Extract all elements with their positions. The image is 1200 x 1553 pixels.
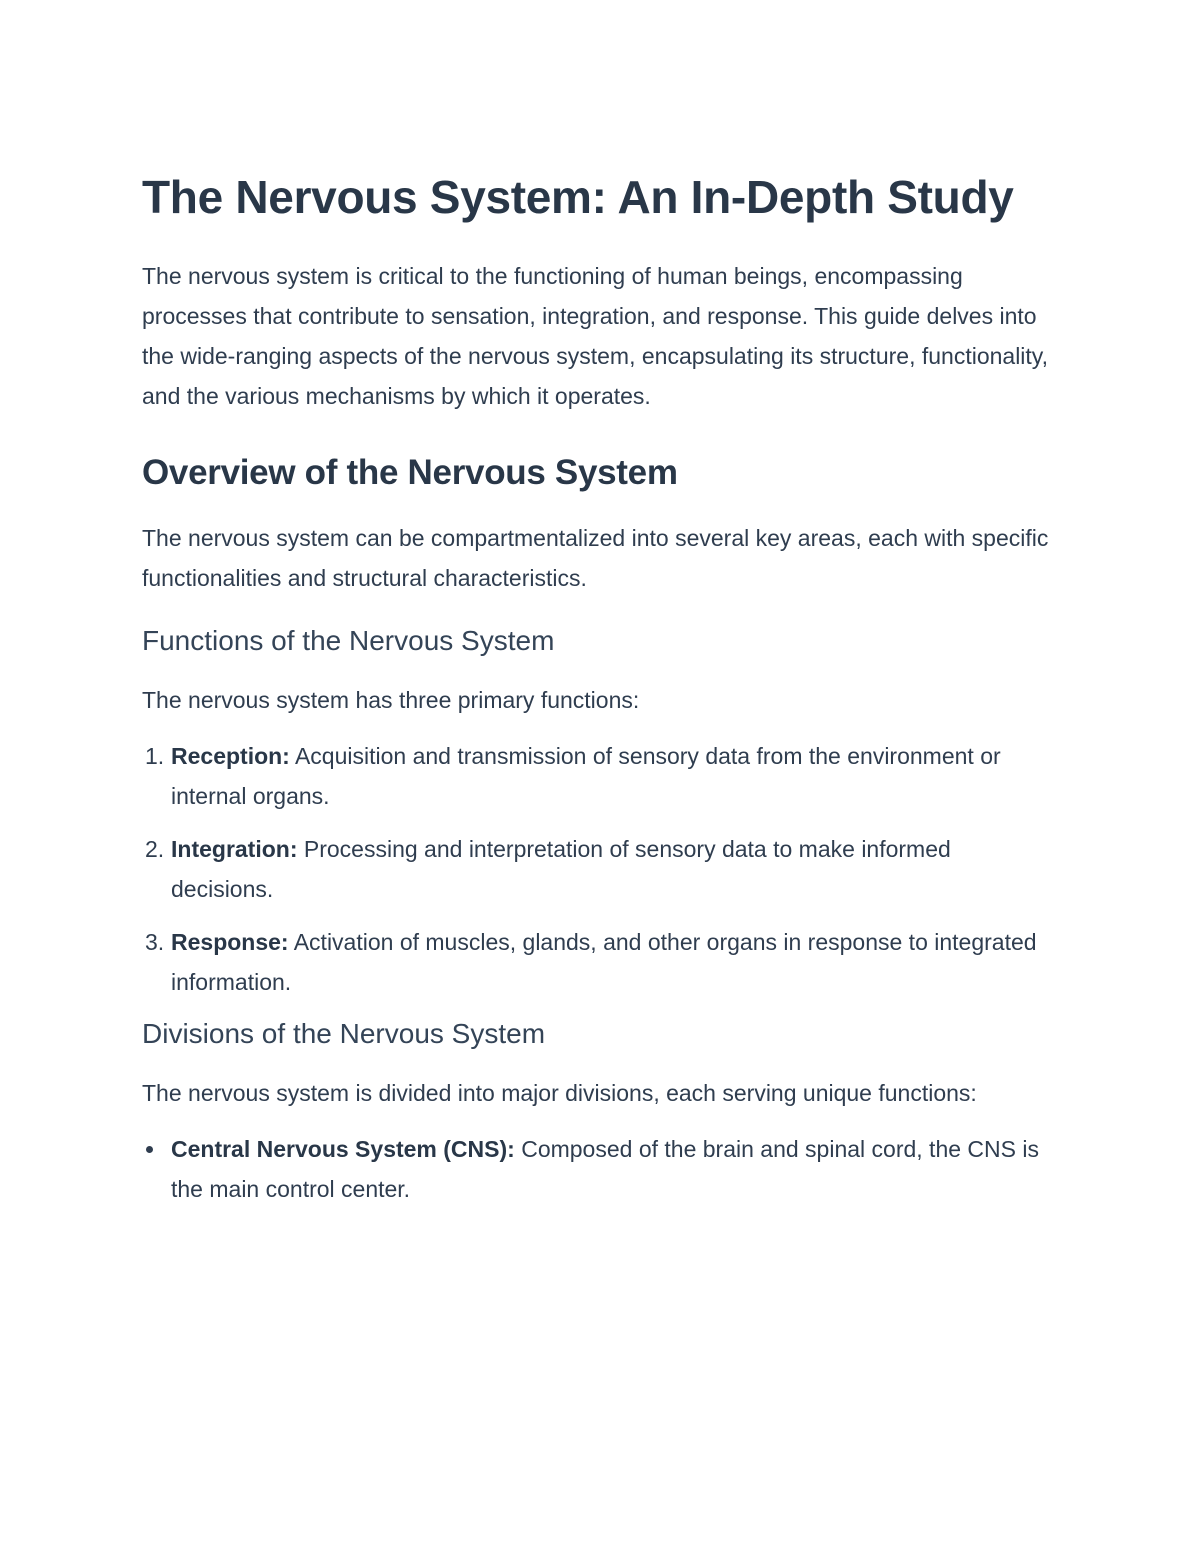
list-item: [142, 922, 1052, 1002]
list-number: 3.: [145, 929, 165, 955]
intro-paragraph: The nervous system is critical to the functioning of human beings, encompassing processes that contribute to sensation, integration, and response. This guide delves into the wide-ranging aspects of the nervous system, encapsulating its structure, functionality, and the various mechanisms by which it operates.: [142, 263, 1048, 409]
list-item-term: Reception:: [171, 743, 290, 769]
list-item-term: Central Nervous System (CNS):: [171, 1136, 515, 1162]
list-item: [142, 829, 1052, 909]
list-item-text: Processing and interpretation of sensory data to make informed decisions.: [171, 836, 951, 902]
list-number: 1.: [145, 743, 165, 769]
divisions-list: [142, 1129, 1052, 1209]
bullet-icon: [146, 1146, 153, 1153]
divisions-heading: Divisions of the Nervous System: [142, 1018, 546, 1049]
functions-paragraph: The nervous system has three primary functions:: [142, 687, 640, 713]
list-item-text: Composed of the brain and spinal cord, the CNS is the main control center.: [171, 1136, 1039, 1202]
functions-heading: Functions of the Nervous System: [142, 625, 555, 656]
overview-heading: Overview of the Nervous System: [142, 453, 678, 492]
list-item: [142, 1129, 1052, 1209]
list-item-text: Activation of muscles, glands, and other organs in response to integrated information.: [171, 929, 1037, 995]
list-item: [142, 736, 1052, 816]
list-item-text: Acquisition and transmission of sensory data from the environment or internal organs.: [171, 743, 1001, 809]
functions-list: [142, 736, 1052, 1002]
list-item-term: Response:: [171, 929, 289, 955]
list-item-term: Integration:: [171, 836, 298, 862]
document-page: [142, 166, 1052, 1222]
list-number: 2.: [145, 836, 165, 862]
document-title: The Nervous System: An In-Depth Study: [142, 171, 1014, 223]
overview-paragraph: The nervous system can be compartmentalized into several key areas, each with specific functionalities and structural characteristics.: [142, 525, 1049, 591]
divisions-paragraph: The nervous system is divided into major divisions, each serving unique functions:: [142, 1080, 977, 1106]
